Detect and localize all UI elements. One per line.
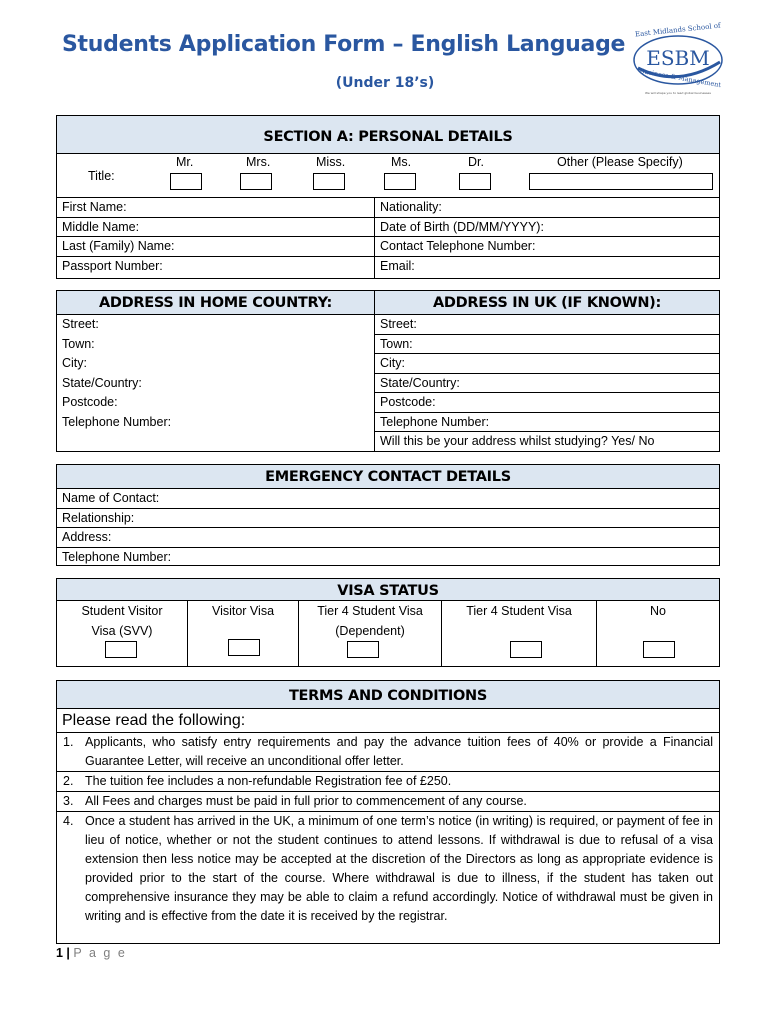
terms-intro: Please read the following: (57, 709, 719, 733)
page-separator: | (62, 946, 74, 960)
uk-state-country-field[interactable]: State/Country: (375, 374, 719, 394)
title-dr-checkbox[interactable] (459, 173, 491, 190)
terms-item (57, 812, 719, 926)
emergency-relationship-field[interactable]: Relationship: (57, 509, 719, 529)
visa-option-tier4 (442, 601, 597, 666)
title-label: Title: (88, 169, 115, 183)
section-a-heading: SECTION A: PERSONAL DETAILS (57, 116, 719, 154)
title-option-other-label: Other (Please Specify) (557, 155, 683, 169)
page-word: P a g e (73, 946, 127, 960)
uk-address-heading: ADDRESS IN UK (IF KNOWN): (375, 291, 719, 315)
terms-item-text: Once a student has arrived in the UK, a minimum of one term’s notice (in writing) is required, or payment of fee in lieu of notice, whether or not the student continues to attend lessons. If withdrawal is due to refusal of a visa extension then less notice may be accepted at the discretion of the Directors as long as appropriate evidence is provided prior to the start of the course. Where withdrawal is due to illness, if the student has taken out comprehensive insurance they may be able to claim a refund accordingly. Notice of withdrawal must be given in writing and is effective from the date it is received by the registrar. (85, 814, 713, 923)
emergency-address-field[interactable]: Address: (57, 528, 719, 548)
emergency-telephone-field[interactable]: Telephone Number: (62, 549, 172, 564)
home-town-field[interactable]: Town: (62, 336, 95, 351)
uk-address-while-studying-field[interactable]: Will this be your address whilst studying? Yes/ No (380, 434, 655, 448)
esbm-logo (628, 18, 728, 98)
address-section (56, 290, 720, 452)
emergency-name-field[interactable]: Name of Contact: (57, 489, 719, 509)
visa-heading: VISA STATUS (57, 579, 719, 601)
contact-telephone-field[interactable]: Contact Telephone Number: (375, 237, 719, 257)
title-mrs-checkbox[interactable] (240, 173, 272, 190)
uk-postcode-field[interactable]: Postcode: (375, 393, 719, 413)
visa-option-tier4-dependent (299, 601, 442, 666)
home-state-country-field[interactable]: State/Country: (62, 375, 142, 390)
logo-tagline: We will shape you to lead global businesses (645, 91, 711, 95)
home-postcode-field[interactable]: Postcode: (62, 395, 118, 409)
title-option-ms-label: Ms. (391, 155, 412, 169)
terms-item (57, 733, 719, 772)
middle-name-field[interactable]: Middle Name: (57, 218, 374, 238)
logo-top-text: East Midlands School of (634, 21, 721, 39)
terms-item-text: Applicants, who satisfy entry requirements and pay the advance tuition fees of 40% or provide a Financial Guarantee Letter, will receive an unconditional offer letter. (85, 735, 713, 768)
visa-no-label: No (650, 604, 666, 618)
personal-fields (57, 198, 719, 278)
terms-item-number: 3. (63, 794, 74, 808)
visa-tier4-label: Tier 4 Student Visa (466, 604, 572, 618)
nationality-field[interactable]: Nationality: (375, 198, 719, 218)
terms-list (57, 733, 719, 926)
title-option-mrs-label: Mrs. (246, 155, 271, 169)
date-of-birth-field[interactable]: Date of Birth (DD/MM/YYYY): (375, 218, 719, 238)
terms-item-number: 1. (63, 735, 74, 749)
section-a-personal-details (56, 115, 720, 279)
title-option-dr-label: Dr. (468, 155, 484, 169)
uk-city-field[interactable]: City: (375, 354, 719, 374)
visa-option-svv (57, 601, 188, 666)
visa-tier4-checkbox[interactable] (510, 641, 542, 658)
emergency-heading: EMERGENCY CONTACT DETAILS (57, 465, 719, 489)
page-subtitle: (Under 18’s) (335, 75, 435, 91)
visa-visitor-checkbox[interactable] (228, 639, 260, 656)
title-other-input[interactable] (529, 173, 713, 190)
uk-town-field[interactable]: Town: (375, 335, 719, 355)
uk-street-field[interactable]: Street: (375, 315, 719, 335)
visa-visitor-label: Visitor Visa (211, 604, 275, 618)
visa-tier4-dependent-checkbox[interactable] (347, 641, 379, 658)
terms-section (56, 680, 720, 944)
email-field[interactable]: Email: (380, 258, 415, 273)
page-title: Students Application Form – English Language (62, 32, 626, 57)
visa-tier4-dependent-label-2: (Dependent) (335, 624, 405, 638)
visa-option-no (597, 601, 719, 666)
first-name-field[interactable]: First Name: (57, 198, 374, 218)
last-name-field[interactable]: Last (Family) Name: (57, 237, 374, 257)
visa-svv-label-2: Visa (SVV) (91, 624, 153, 638)
home-street-field[interactable]: Street: (62, 317, 99, 331)
terms-item-number: 2. (63, 774, 74, 788)
home-city-field[interactable]: City: (62, 356, 87, 370)
title-option-mr-label: Mr. (176, 155, 194, 169)
title-ms-checkbox[interactable] (384, 173, 416, 190)
terms-heading: TERMS AND CONDITIONS (57, 681, 719, 709)
visa-no-checkbox[interactable] (643, 641, 675, 658)
passport-number-field[interactable]: Passport Number: (62, 258, 163, 273)
terms-item-text: The tuition fee includes a non-refundable Registration fee of £250. (85, 774, 452, 788)
visa-svv-label-1: Student Visitor (81, 604, 163, 618)
visa-option-visitor (188, 601, 299, 666)
logo-bottom-text: Business & Management (639, 66, 722, 90)
uk-telephone-field[interactable]: Telephone Number: (375, 413, 719, 433)
logo-name: ESBM (646, 46, 710, 70)
visa-svv-checkbox[interactable] (105, 641, 137, 658)
terms-item (57, 792, 719, 812)
title-mr-checkbox[interactable] (170, 173, 202, 190)
home-address-column (57, 291, 375, 451)
emergency-contact-section (56, 464, 720, 566)
terms-item-number: 4. (63, 814, 74, 828)
title-row (57, 154, 719, 198)
personal-right-column (375, 198, 719, 278)
uk-address-column (375, 291, 719, 451)
page-number: 1 (56, 946, 63, 960)
terms-item-text: All Fees and charges must be paid in full prior to commencement of any course. (85, 794, 527, 808)
home-address-heading: ADDRESS IN HOME COUNTRY: (57, 291, 374, 315)
title-miss-checkbox[interactable] (313, 173, 345, 190)
home-telephone-field[interactable]: Telephone Number: (62, 414, 172, 429)
page-footer (56, 946, 127, 960)
terms-item (57, 772, 719, 792)
title-option-miss-label: Miss. (316, 155, 346, 169)
visa-tier4-dependent-label-1: Tier 4 Student Visa (317, 604, 423, 618)
visa-status-section (56, 578, 720, 667)
personal-left-column (57, 198, 375, 278)
